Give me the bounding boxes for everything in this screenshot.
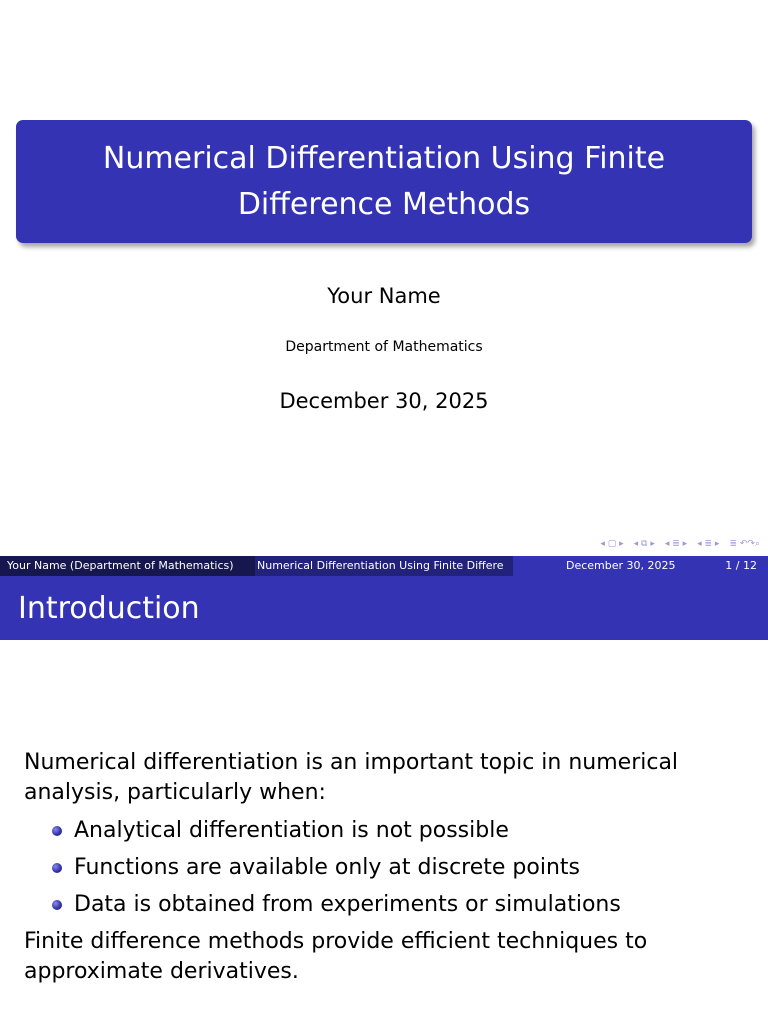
- list-item-text: Functions are available only at discrete points: [74, 855, 580, 880]
- frame-title: Introduction: [0, 576, 768, 640]
- intro-paragraph: Numerical differentiation is an important topic in numerical analysis, particularly when:: [24, 750, 679, 805]
- bullet-icon: [52, 826, 62, 836]
- conclusion-paragraph: Finite difference methods provide efficient techniques to approximate derivatives.: [24, 929, 648, 984]
- nav-section-icon[interactable]: ◂ ≣ ▸: [664, 539, 688, 549]
- footline-info: [513, 556, 768, 576]
- bullet-icon: [52, 900, 62, 910]
- footline-page-number: 1 / 12: [725, 559, 757, 572]
- list-item: [24, 849, 748, 886]
- presentation-date: December 30, 2025: [279, 389, 489, 413]
- bullet-icon: [52, 863, 62, 873]
- author-name: Your Name: [327, 284, 441, 308]
- presentation-title: Numerical Differentiation Using Finite Difference Methods: [102, 140, 666, 222]
- list-item: [24, 886, 748, 923]
- list-item: [24, 812, 748, 849]
- nav-frame-icon[interactable]: ◂ ▢ ▸: [600, 539, 624, 549]
- list-item-text: Analytical differentiation is not possible: [74, 818, 509, 843]
- footline-date: December 30, 2025: [566, 559, 676, 572]
- nav-presentation-icon[interactable]: ◂ ≣ ▸: [697, 539, 720, 549]
- footline: [0, 556, 768, 576]
- footline-author: Your Name (Department of Mathematics): [0, 556, 255, 576]
- nav-search-icon[interactable]: ≣ ↶↷⌕: [729, 539, 760, 549]
- list-item-text: Data is obtained from experiments or simulations: [74, 892, 621, 917]
- footline-title: Numerical Differentiation Using Finite Differe: [255, 556, 513, 576]
- slide-body: [24, 748, 748, 987]
- bullet-list: [24, 812, 748, 923]
- navigation-symbols: [600, 539, 760, 549]
- introduction-slide: [0, 556, 768, 1024]
- institute: Department of Mathematics: [285, 339, 483, 355]
- nav-subsection-icon[interactable]: ◂ ⧉ ▸: [633, 539, 655, 549]
- title-box: [16, 120, 752, 243]
